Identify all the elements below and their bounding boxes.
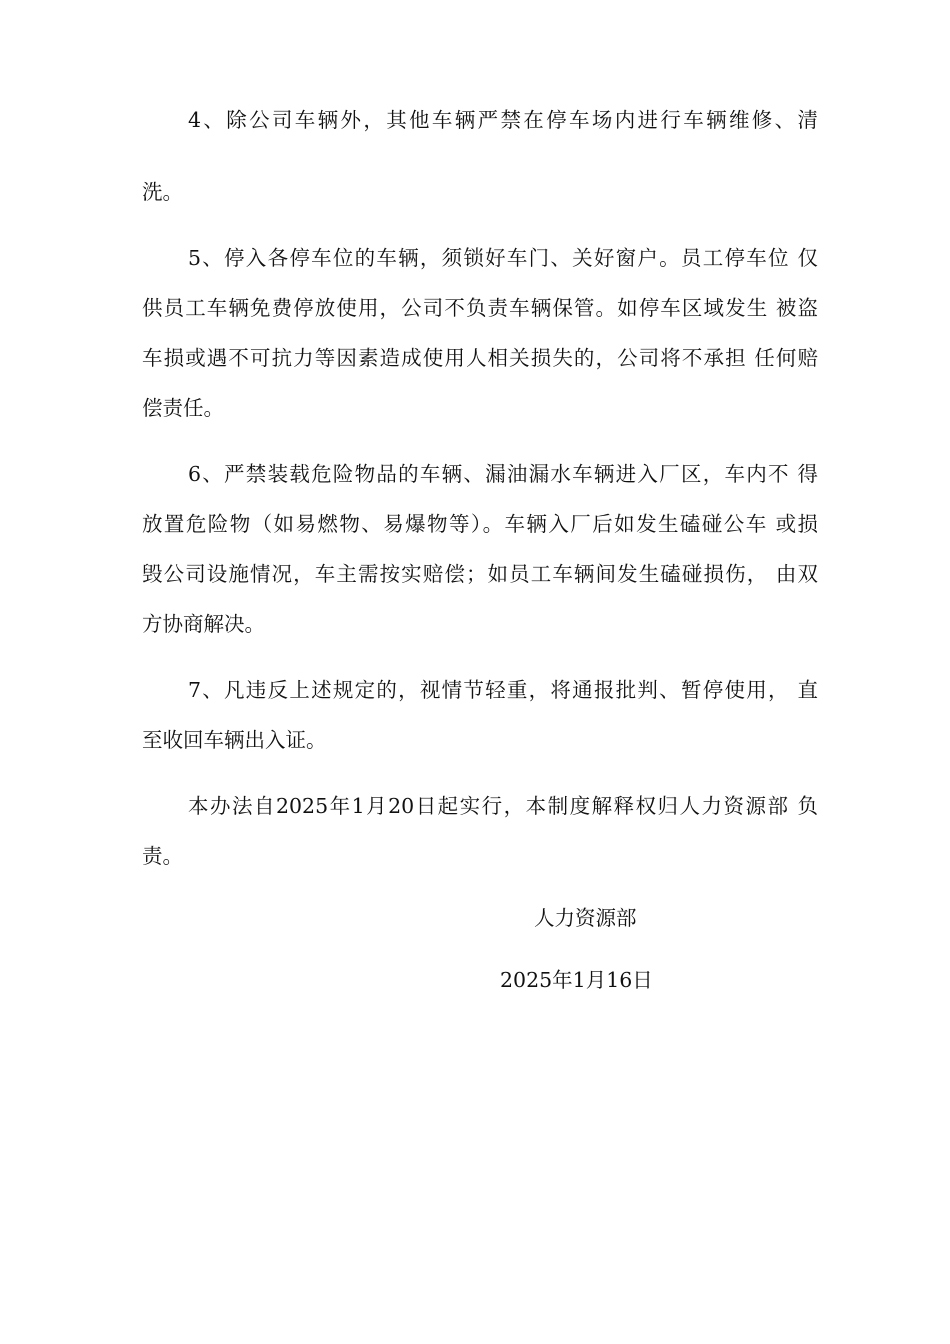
paragraph-4-line-2: 洗。 bbox=[142, 180, 183, 204]
paragraph-6-line-4: 方协商解决。 bbox=[142, 612, 265, 636]
paragraph-6-line-2: 放置危险物（如易燃物、易爆物等）。车辆入厂后如发生磕碰公车 或损 bbox=[142, 512, 818, 536]
paragraph-7-line-2: 至收回车辆出入证。 bbox=[142, 728, 327, 752]
paragraph-6-line-1: 6、严禁装载危险物品的车辆、漏油漏水车辆进入厂区，车内不 得 bbox=[188, 462, 818, 486]
effective-date-line-2: 责。 bbox=[142, 844, 183, 868]
paragraph-4-line-1: 4、除公司车辆外，其他车辆严禁在停车场内进行车辆维修、清 bbox=[188, 108, 818, 132]
paragraph-5-line-1: 5、停入各停车位的车辆，须锁好车门、关好窗户。员工停车位 仅 bbox=[188, 246, 818, 270]
paragraph-7-line-1: 7、凡违反上述规定的，视情节轻重，将通报批判、暂停使用， 直 bbox=[188, 678, 818, 702]
signature-date: 2025年1月16日 bbox=[500, 968, 653, 992]
paragraph-6-line-3: 毁公司设施情况，车主需按实赔偿；如员工车辆间发生磕碰损伤， 由双 bbox=[142, 562, 818, 586]
paragraph-5-line-2: 供员工车辆免费停放使用，公司不负责车辆保管。如停车区域发生 被盗 bbox=[142, 296, 818, 320]
signature-department: 人力资源部 bbox=[534, 906, 637, 930]
paragraph-5-line-4: 偿责任。 bbox=[142, 396, 224, 420]
effective-date-line-1: 本办法自2025年1月20日起实行，本制度解释权归人力资源部 负 bbox=[188, 794, 818, 818]
paragraph-5-line-3: 车损或遇不可抗力等因素造成使用人相关损失的，公司将不承担 任何赔 bbox=[142, 346, 818, 370]
